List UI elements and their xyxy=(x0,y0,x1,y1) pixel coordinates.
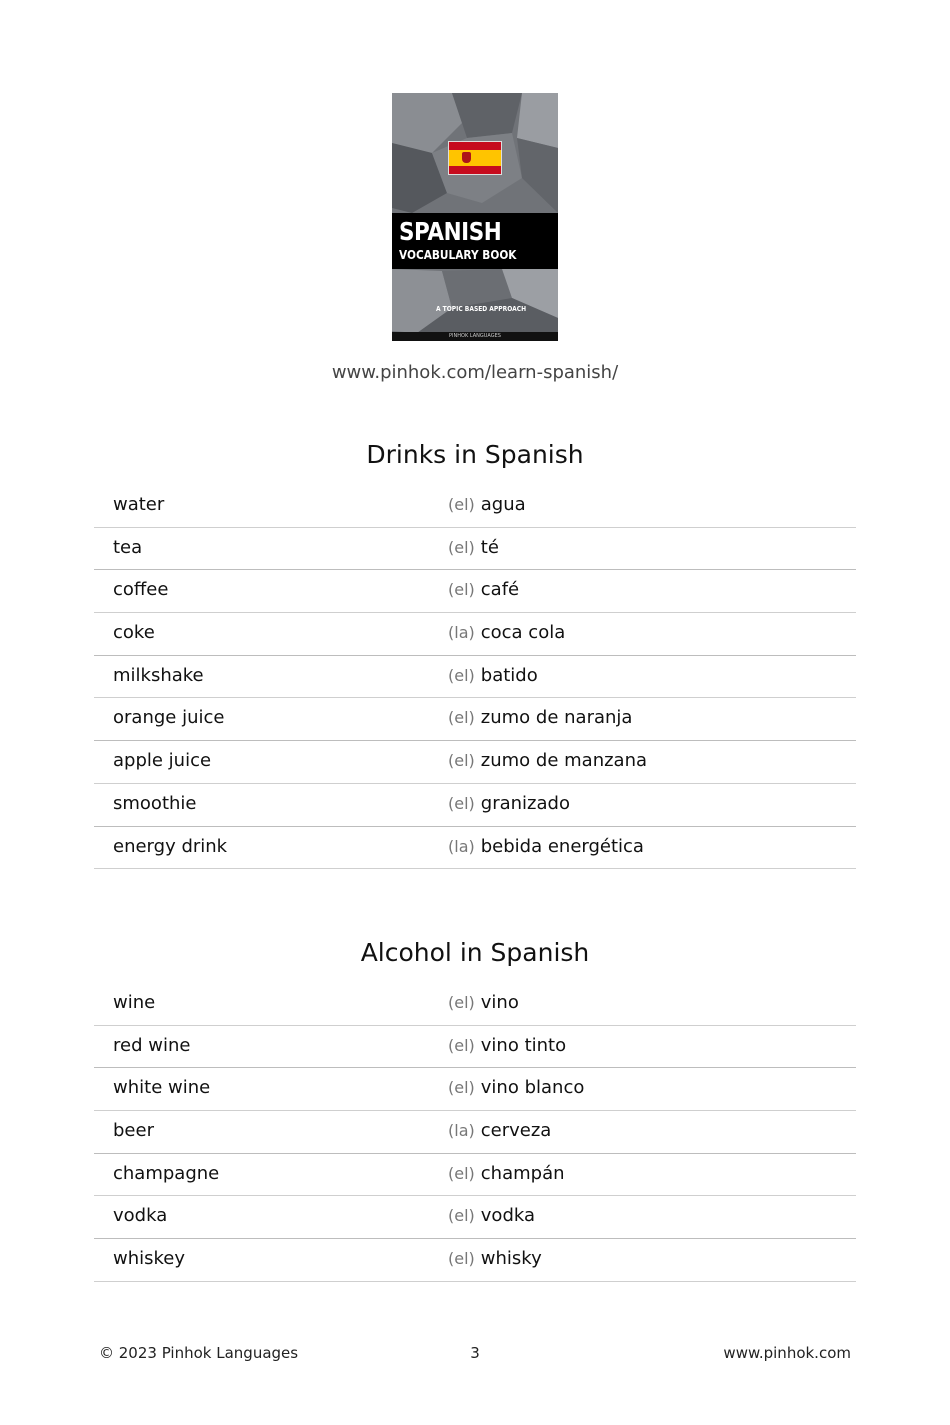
spanish-word: coca cola xyxy=(480,622,566,644)
cover-subtitle: VOCABULARY BOOK xyxy=(399,248,517,262)
spanish-word: café xyxy=(480,579,520,601)
vocab-table-drinks xyxy=(94,485,856,869)
english-word: orange juice xyxy=(113,707,225,729)
section-title-drinks: Drinks in Spanish xyxy=(366,440,584,469)
spanish-word: champán xyxy=(480,1162,565,1184)
footer-page-number: 3 xyxy=(470,1344,480,1362)
section-title-alcohol: Alcohol in Spanish xyxy=(360,938,590,967)
cover-title: SPANISH xyxy=(399,217,502,246)
gender-article: (el) xyxy=(448,993,475,1012)
spanish-translation xyxy=(448,579,519,600)
spanish-word: cerveza xyxy=(480,1120,552,1142)
table-row xyxy=(94,741,856,784)
cover-publisher: PINHOK LANGUAGES xyxy=(449,333,501,339)
table-row xyxy=(94,1111,856,1154)
spanish-word: vino tinto xyxy=(480,1034,567,1056)
spanish-translation xyxy=(448,494,526,515)
vocab-table-alcohol xyxy=(94,983,856,1282)
cover-tagline: A TOPIC BASED APPROACH xyxy=(436,305,527,313)
spanish-translation xyxy=(448,1163,565,1184)
spanish-translation xyxy=(448,622,565,643)
gender-article: (la) xyxy=(448,836,475,856)
gender-article: (el) xyxy=(448,665,475,685)
spanish-translation xyxy=(448,1035,566,1056)
table-row xyxy=(94,656,856,699)
spanish-translation xyxy=(448,1248,542,1269)
gender-article: (el) xyxy=(448,1078,475,1098)
english-word: champagne xyxy=(113,1162,220,1184)
english-word: milkshake xyxy=(113,664,204,686)
gender-article: (el) xyxy=(448,580,475,600)
site-url[interactable]: www.pinhok.com/learn-spanish/ xyxy=(331,362,619,383)
book-cover-image xyxy=(392,93,558,341)
english-word: red wine xyxy=(113,1034,191,1056)
spanish-word: whisky xyxy=(480,1248,542,1270)
gender-article: (el) xyxy=(448,751,475,771)
gender-article: (el) xyxy=(448,1249,475,1269)
gender-article: (el) xyxy=(448,537,475,557)
spain-flag-icon xyxy=(448,141,502,175)
cover-footer xyxy=(392,332,558,341)
spanish-word: vodka xyxy=(480,1205,536,1227)
spanish-translation xyxy=(448,537,499,558)
spanish-translation xyxy=(448,1077,584,1098)
spanish-word: bebida energética xyxy=(480,835,644,857)
table-row xyxy=(94,1239,856,1282)
spanish-word: vino blanco xyxy=(480,1077,585,1099)
english-word: beer xyxy=(113,1120,154,1142)
gender-article: (el) xyxy=(448,1206,475,1226)
spanish-translation xyxy=(448,836,644,857)
footer-website[interactable]: www.pinhok.com xyxy=(723,1344,851,1362)
table-row xyxy=(94,827,856,870)
spanish-translation xyxy=(448,707,632,728)
spanish-translation xyxy=(448,665,538,686)
spanish-translation xyxy=(448,793,570,814)
english-word: whiskey xyxy=(113,1248,186,1270)
gender-article: (el) xyxy=(448,495,475,514)
spanish-translation xyxy=(448,1120,551,1141)
spanish-word: granizado xyxy=(480,792,570,814)
gender-article: (la) xyxy=(448,623,475,643)
english-word: coffee xyxy=(113,579,169,601)
table-row xyxy=(94,698,856,741)
spanish-word: vino xyxy=(480,992,519,1013)
spanish-translation xyxy=(448,1205,535,1226)
table-row xyxy=(94,570,856,613)
english-word: water xyxy=(113,494,165,515)
table-row xyxy=(94,1026,856,1069)
table-row xyxy=(94,528,856,571)
english-word: white wine xyxy=(113,1077,211,1099)
spanish-word: té xyxy=(480,536,499,558)
english-word: vodka xyxy=(113,1205,168,1227)
gender-article: (el) xyxy=(448,708,475,728)
english-word: tea xyxy=(113,536,143,558)
table-row xyxy=(94,784,856,827)
english-word: smoothie xyxy=(113,792,197,814)
english-word: wine xyxy=(113,992,156,1013)
spanish-word: batido xyxy=(480,664,538,686)
gender-article: (el) xyxy=(448,1035,475,1055)
spanish-word: agua xyxy=(480,494,526,515)
table-row xyxy=(94,983,856,1026)
spanish-word: zumo de manzana xyxy=(480,750,648,772)
spanish-word: zumo de naranja xyxy=(480,707,633,729)
english-word: coke xyxy=(113,622,155,644)
spanish-translation xyxy=(448,992,519,1013)
table-row xyxy=(94,1154,856,1197)
english-word: apple juice xyxy=(113,750,212,772)
footer-copyright: © 2023 Pinhok Languages xyxy=(99,1344,299,1362)
table-row xyxy=(94,613,856,656)
table-row xyxy=(94,485,856,528)
gender-article: (la) xyxy=(448,1121,475,1141)
cover-title-band xyxy=(392,213,558,269)
gender-article: (el) xyxy=(448,1163,475,1183)
gender-article: (el) xyxy=(448,793,475,813)
spanish-translation xyxy=(448,750,647,771)
table-row xyxy=(94,1068,856,1111)
english-word: energy drink xyxy=(113,835,228,857)
table-row xyxy=(94,1196,856,1239)
